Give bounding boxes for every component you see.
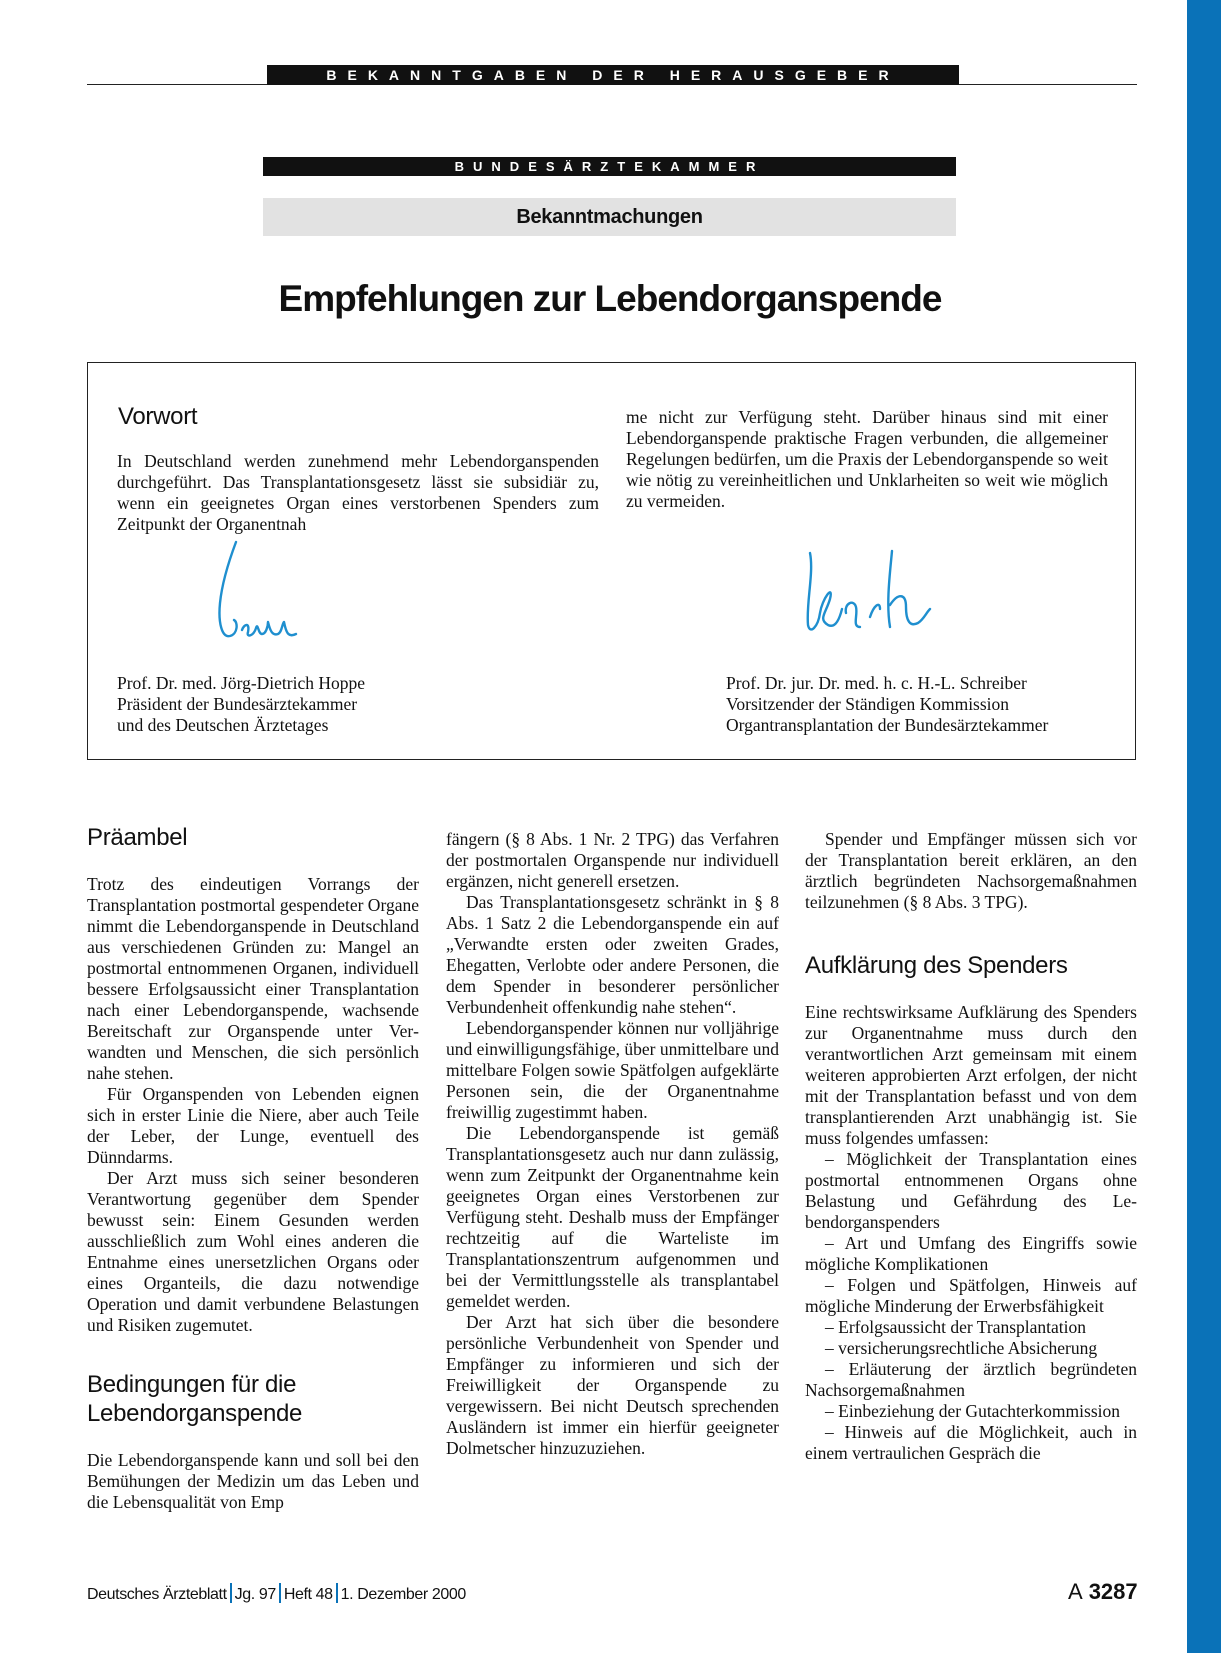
footer-journal: Deutsches Ärzteblatt bbox=[87, 1586, 227, 1603]
article-column-2 bbox=[446, 829, 779, 1459]
praeambel-heading: Präambel bbox=[87, 824, 188, 851]
article-column-1 bbox=[87, 823, 419, 1513]
bedingungen-heading bbox=[87, 1370, 419, 1428]
page-prefix: A bbox=[1068, 1579, 1083, 1604]
vorwort-text-left: In Deutschland werden zunehmend mehr Lebendorganspenden durchgeführt. Das Transplantationsgesetz lässt sie subsidiär zu, wenn ein geeignetes Organ eines verstorbenen Spenders zum Zeitpunkt der Organentnah bbox=[117, 451, 599, 534]
paragraph: Eine rechtswirksame Aufklärung des Spenders zur Organentnahme muss durch den verantwortlichen Arzt gemeinsam mit einem weiteren approbierten Arzt erfolgen, der nicht mit der Transplantation befasst und von dem transplantierenden Arzt unabhängig ist. Sie muss folgendes umfassen: bbox=[805, 1002, 1137, 1148]
list-item: – Hinweis auf die Möglichkeit, auch in einem vertraulichen Gespräch die bbox=[805, 1422, 1137, 1463]
signer-right-role-2: Organtransplantation der Bundesärztekammer bbox=[726, 715, 1049, 735]
footer-separator bbox=[230, 1583, 232, 1603]
organization-band: BUNDESÄRZTEKAMMER bbox=[263, 157, 956, 176]
footer-citation bbox=[87, 1583, 466, 1604]
footer-date: 1. Dezember 2000 bbox=[340, 1586, 466, 1603]
signature-hoppe bbox=[208, 538, 318, 653]
footer-issue: Heft 48 bbox=[283, 1586, 333, 1603]
signer-left bbox=[117, 673, 365, 736]
signature-schreiber bbox=[800, 543, 950, 653]
footer-separator bbox=[336, 1583, 338, 1603]
paragraph: Der Arzt muss sich seiner besonderen Verantwortung gegenüber dem Spender bewusst sein: Einem Gesunden werden ausschließlich zum Wohl eines anderen die Entnahme eines unersetzlichen Organs oder eines Organteils, die dazu notwendige Operation und damit verbundene Belastungen und Risiken zugemutet. bbox=[87, 1168, 419, 1335]
paragraph: Spender und Empfänger müssen sich vor der Transplantation bereit erklären, an den ärztlich begründeten Nachsorgemaßnahmen teilzunehmen (§ 8 Abs. 3 TPG). bbox=[805, 829, 1137, 912]
signer-right-name: Prof. Dr. jur. Dr. med. h. c. H.-L. Schreiber bbox=[726, 673, 1027, 693]
article-column-3 bbox=[805, 829, 1137, 1464]
list-item: – Möglichkeit der Transplantation eines postmortal entnommenen Organs ohne Belastung und Gefährdung des Lebendorganspenders bbox=[805, 1149, 1137, 1232]
list-item: – Art und Umfang des Eingriffs sowie mögliche Komplikationen bbox=[805, 1233, 1137, 1274]
list-item: – Erläuterung der ärztlich begründeten Nachsorgemaßnahmen bbox=[805, 1359, 1137, 1400]
side-color-bar bbox=[1187, 0, 1221, 1653]
list-item: – Einbeziehung der Gutachterkommission bbox=[825, 1401, 1120, 1421]
signer-right bbox=[726, 673, 1048, 736]
vorwort-text-right: me nicht zur Verfügung steht. Darüber hinaus sind mit einer Lebendorganspende praktische Fragen verbunden, die allgemeiner Regelungen bedürfen, um die Praxis der Lebendorganspende so weit wie nötig zu vereinheitlichen und Unklarheiten so weit wie möglich zu vermeiden. bbox=[626, 407, 1108, 511]
bedingungen-heading-line-2: Lebendorganspende bbox=[87, 1400, 303, 1427]
section-band: BEKANNTGABEN DER HERAUSGEBER bbox=[267, 65, 959, 85]
subsection-band: Bekanntmachungen bbox=[263, 198, 956, 236]
paragraph: Für Organspenden von Lebenden eignen sich in erster Linie die Niere, aber auch Teile der Leber, der Lunge, eventuell des Dünndarms. bbox=[87, 1084, 419, 1167]
footer-separator bbox=[279, 1583, 281, 1603]
paragraph: Trotz des eindeutigen Vorrangs der Transplantation postmortal gespendeter Organe nimmt die Lebendorganspende in Deutschland aus verschiedenen Gründen zu: Mangel an postmortal entnommenen Organen, individuell bessere Erfolgsaussicht einer Transplantation nach einer Lebendorganspende, wachsende Bereitschaft zur Organspende unter Verwandten und Menschen, die sich persönlich nahe stehen. bbox=[87, 874, 419, 1083]
paragraph: Der Arzt hat sich über die besondere persönliche Verbundenheit von Spender und Empfänger zu informieren und sich der Freiwilligkeit der Organspende zu vergewissern. Bei nicht Deutsch sprechenden Ausländern ist immer ein hierfür geeigneter Dolmetscher hinzuzuziehen. bbox=[446, 1312, 779, 1458]
list-item: – versicherungsrechtliche Absicherung bbox=[825, 1338, 1098, 1358]
page-number bbox=[1068, 1579, 1138, 1605]
vorwort-heading: Vorwort bbox=[118, 403, 198, 430]
bedingungen-heading-line-1: Bedingungen für die bbox=[87, 1371, 297, 1398]
signer-left-name: Prof. Dr. med. Jörg-Dietrich Hoppe bbox=[117, 673, 366, 693]
paragraph: Das Transplantationsgesetz schränkt in § 8 Abs. 1 Satz 2 die Lebendorganspende ein auf „Verwandte ersten oder zweiten Grades, Ehegatten, Verlobte oder andere Personen, die dem Spender in besonderer persönlicher Verbundenheit offenkundig nahe stehen“. bbox=[446, 892, 779, 1017]
vorwort-box bbox=[87, 362, 1136, 760]
aufklaerung-heading: Aufklärung des Spenders bbox=[805, 952, 1068, 979]
signer-left-role-2: und des Deutschen Ärztetages bbox=[117, 715, 329, 735]
signer-left-role: Präsident der Bundesärztekammer bbox=[117, 694, 358, 714]
paragraph: Die Lebendorganspende kann und soll bei den Bemühungen der Medizin um das Leben und die Lebensqualität von Emp bbox=[87, 1450, 419, 1512]
footer-volume: Jg. 97 bbox=[234, 1586, 276, 1603]
list-item: – Folgen und Spätfolgen, Hinweis auf mögliche Minderung der Erwerbsfähigkeit bbox=[805, 1275, 1137, 1316]
article-title: Empfehlungen zur Lebendorganspende bbox=[278, 278, 942, 319]
list-item: – Erfolgsaussicht der Transplantation bbox=[825, 1317, 1087, 1337]
paragraph: fängern (§ 8 Abs. 1 Nr. 2 TPG) das Verfahren der postmortalen Organspende nur individuell ergänzen, nicht generell ersetzen. bbox=[446, 829, 779, 891]
paragraph: Die Lebendorganspende ist gemäß Transplantationsgesetz auch nur dann zulässig, wenn zum Zeitpunkt der Organentnahme kein geeignetes Organ eines Verstorbenen zur Verfügung steht. Deshalb muss der Empfänger rechtzeitig auf die Warteliste im Transplantationszentrum aufgenommen und bei der Vermittlungsstelle als transplantabel gemeldet werden. bbox=[446, 1123, 779, 1311]
paragraph: Lebendorganspender können nur volljährige und einwilligungsfähige, über unmittelbare und mittelbare Folgen sowie Spätfolgen aufgeklärte Personen sein, die der Organentnahme freiwillig zugestimmt haben. bbox=[446, 1018, 779, 1122]
page-number-value: 3287 bbox=[1088, 1579, 1138, 1604]
signer-right-role: Vorsitzender der Ständigen Kommission bbox=[726, 694, 1010, 714]
